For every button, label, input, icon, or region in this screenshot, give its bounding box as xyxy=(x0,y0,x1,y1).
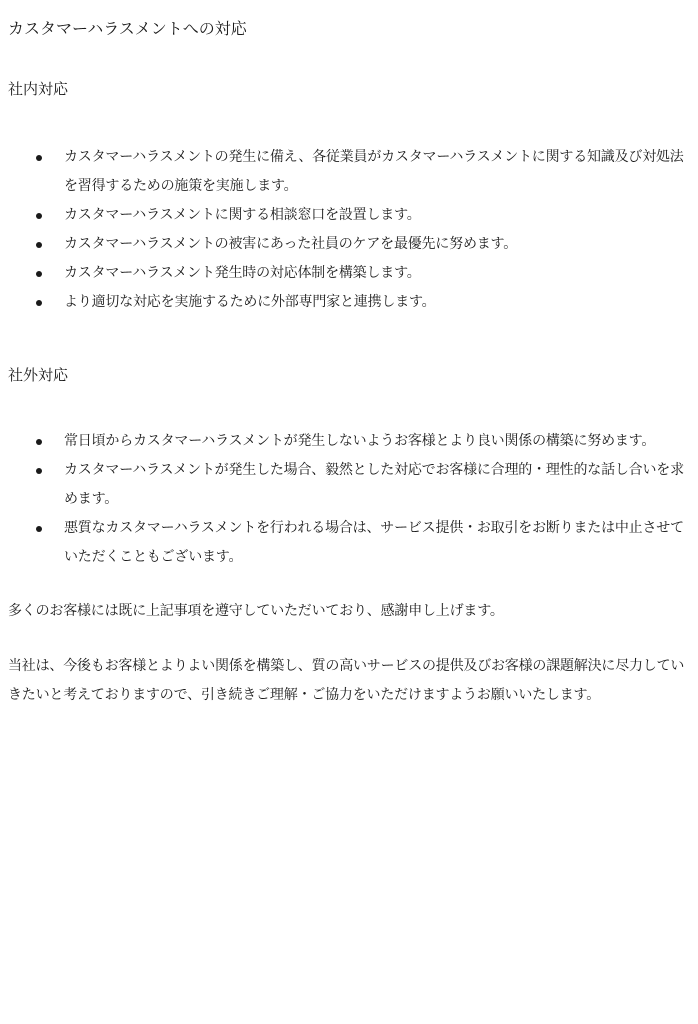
internal-measures-list xyxy=(0,143,698,317)
list-item xyxy=(0,288,698,317)
list-item xyxy=(0,514,698,572)
list-item-text: カスタマーハラスメントの被害にあった社員のケアを最優先に努めます。 xyxy=(64,236,518,252)
section-heading-external: 社外対応 xyxy=(8,366,69,384)
list-item xyxy=(0,201,698,230)
list-item xyxy=(0,143,698,201)
list-item xyxy=(0,427,698,456)
list-item-text: カスタマーハラスメントが発生した場合、毅然とした対応でお客様に合理的・理性的な話し合いを求めます。 xyxy=(64,462,684,507)
bullet-icon xyxy=(36,468,42,474)
list-item xyxy=(0,456,698,514)
page-title: カスタマーハラスメントへの対応 xyxy=(8,19,247,38)
list-item-text: カスタマーハラスメントに関する相談窓口を設置します。 xyxy=(64,207,421,223)
bullet-icon xyxy=(36,526,42,532)
bullet-icon xyxy=(36,439,42,445)
bullet-icon xyxy=(36,300,42,306)
bullet-icon xyxy=(36,242,42,248)
list-item-text: カスタマーハラスメント発生時の対応体制を構築します。 xyxy=(64,265,421,281)
list-item-text: カスタマーハラスメントの発生に備え、各従業員がカスタマーハラスメントに関する知識及び対処法を習得するための施策を実施します。 xyxy=(64,149,684,194)
list-item xyxy=(0,259,698,288)
list-item xyxy=(0,230,698,259)
closing-paragraph-thanks: 多くのお客様には既に上記事項を遵守していただいており、感謝申し上げます。 xyxy=(8,603,504,619)
bullet-icon xyxy=(36,155,42,161)
bullet-icon xyxy=(36,271,42,277)
list-item-text: より適切な対応を実施するために外部専門家と連携します。 xyxy=(64,294,436,310)
closing-paragraph-commitment: 当社は、今後もお客様とよりよい関係を構築し、質の高いサービスの提供及びお客様の課題解決に尽力していきたいと考えておりますので、引き続きご理解・ご協力をいただけますようお願いいたします。 xyxy=(8,658,685,703)
list-item-text: 悪質なカスタマーハラスメントを行われる場合は、サービス提供・お取引をお断りまたは中止させていただくこともございます。 xyxy=(64,520,684,565)
bullet-icon xyxy=(36,213,42,219)
list-item-text: 常日頃からカスタマーハラスメントが発生しないようお客様とより良い関係の構築に努めます。 xyxy=(64,433,656,449)
external-measures-list xyxy=(0,427,698,572)
section-heading-internal: 社内対応 xyxy=(8,80,69,98)
